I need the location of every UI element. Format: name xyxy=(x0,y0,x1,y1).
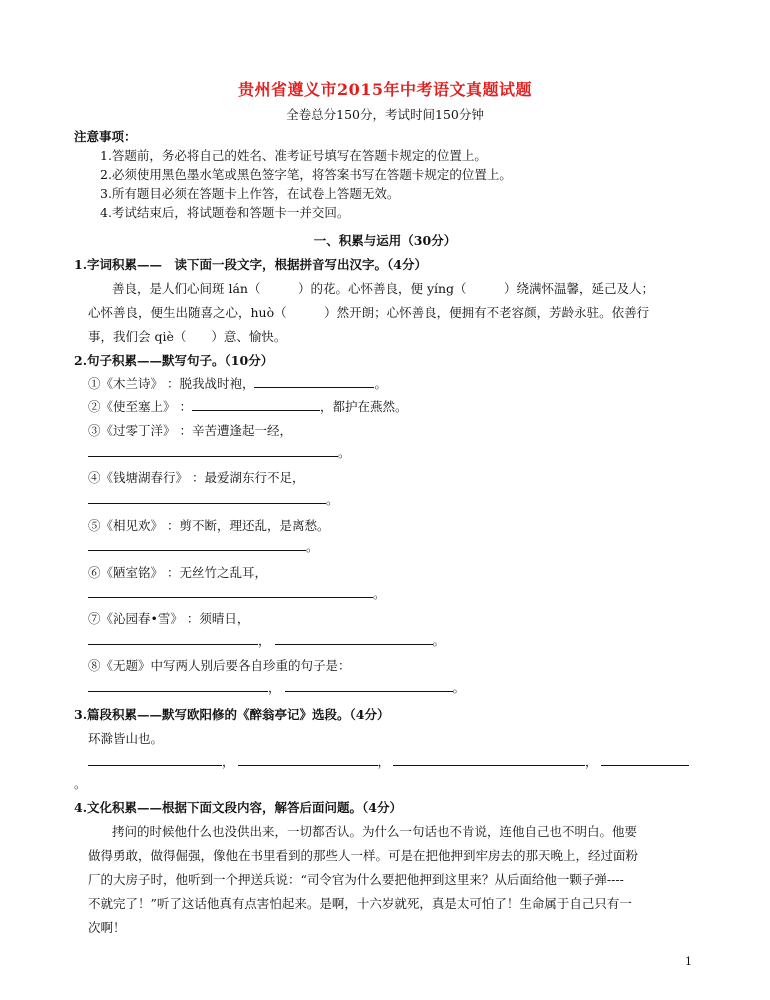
notice-item-2: 2.必须使用黑色墨水笔或黑色签字笔，将答案书写在答题卡规定的位置上。 xyxy=(100,167,512,182)
period: 。 xyxy=(432,633,446,648)
section-heading: 一、积累与运用（30分） xyxy=(313,233,457,248)
q2-item-2-tail: ，都护在燕然。 xyxy=(319,399,408,414)
answer-blank[interactable] xyxy=(88,491,326,504)
q3-lead: 环滁皆山也。 xyxy=(88,731,164,746)
q2-item-7: ⑦《沁园春•雪》 ：须晴日， xyxy=(88,611,250,626)
comma: ， xyxy=(222,754,235,769)
period: 。 xyxy=(452,680,466,695)
period: 。 xyxy=(338,445,351,460)
page-number: 1 xyxy=(685,955,692,968)
q4-line-2: 做得勇敢，做得倔强，像他在书里看到的那些人一样。可是在把他押到牢房去的那天晚上，经过面粉 xyxy=(88,848,639,863)
q2-item-4: ④《钱塘湖春行》 ：最爱湖东行不足， xyxy=(88,470,305,485)
q4-heading: 4.文化积累——根据下面文段内容，解答后面问题。（4分） xyxy=(74,800,402,815)
answer-blank[interactable] xyxy=(88,632,258,645)
answer-blank[interactable] xyxy=(88,585,373,598)
comma: ， xyxy=(377,754,391,769)
page-subtitle: 全卷总分150分，考试时间150分钟 xyxy=(286,107,484,122)
notice-item-4: 4.考试结束后，将试题卷和答题卡一并交回。 xyxy=(100,205,350,220)
page-title: 贵州省遵义市2015年中考语文真题试题 xyxy=(237,80,533,99)
comma: ， xyxy=(268,680,281,695)
q2-item-1 xyxy=(88,374,387,392)
period: 。 xyxy=(326,492,339,507)
answer-blank[interactable] xyxy=(393,753,585,766)
q4-line-1: 拷问的时候他什么也没供出来，一切都否认。为什么一句话也不肯说，连他自己也不明白。他要 xyxy=(112,824,638,839)
q2-item-7-answer xyxy=(88,631,445,649)
q2-item-1-text: ①《木兰诗》 ：脱我战时袍， xyxy=(88,376,255,391)
q1-heading: 1.字词积累—— 读下面一段文字，根据拼音写出汉字。（4分） xyxy=(74,257,427,272)
answer-blank[interactable] xyxy=(88,444,338,457)
q2-item-6: ⑥《陋室铭》 ：无丝竹之乱耳， xyxy=(88,565,267,580)
comma: ， xyxy=(585,754,598,769)
period: 。 xyxy=(374,376,387,391)
q3-answer xyxy=(88,752,689,770)
answer-blank[interactable] xyxy=(88,753,222,766)
q4-line-5: 次啊！ xyxy=(88,920,126,935)
answer-blank[interactable] xyxy=(275,632,433,645)
q4-line-3: 厂的大房子时，他听到一个押送兵说：“司令官为什么要把他押到这里来？从后面给他一颗子弹---- xyxy=(88,872,624,887)
q1-line-2: 心怀善良，便生出随喜之心，huò（ ）然开朗；心怀善良，便拥有不老容颜，芳龄永驻。依善行 xyxy=(88,305,650,320)
answer-blank[interactable] xyxy=(192,398,320,411)
notice-heading: 注意事项： xyxy=(74,129,137,144)
q2-item-8-answer xyxy=(88,678,465,696)
q2-item-2-text: ②《使至塞上》 ： xyxy=(88,399,192,414)
comma: ， xyxy=(258,633,271,648)
q2-item-5-answer xyxy=(88,537,319,555)
q2-item-6-answer xyxy=(88,584,386,602)
q3-heading: 3.篇段积累——默写欧阳修的《醉翁亭记》选段。（4分） xyxy=(74,707,390,722)
q2-item-3-answer xyxy=(88,443,351,461)
q2-item-2 xyxy=(88,397,408,415)
notice-item-3: 3.所有题目必须在答题卡上作答，在试卷上答题无效。 xyxy=(100,186,400,201)
q2-item-4-answer xyxy=(88,490,339,508)
q1-line-1: 善良，是人们心间斑 lán（ ）的花。心怀善良，便 yíng（ ）绕满怀温馨，延己及人； xyxy=(112,281,655,296)
answer-blank[interactable] xyxy=(238,753,378,766)
notice-item-1: 1.答题前，务必将自己的姓名、准考证号填写在答题卡规定的位置上。 xyxy=(100,148,487,163)
answer-blank[interactable] xyxy=(88,679,268,692)
q4-line-4: 不就完了！”听了这话他真有点害怕起来。是啊，十六岁就死，真是太可怕了！生命属于自己只有一 xyxy=(88,896,632,911)
q3-period: 。 xyxy=(74,776,87,791)
answer-blank[interactable] xyxy=(88,538,306,551)
period: 。 xyxy=(373,586,386,601)
q2-item-5: ⑤《相见欢》 ：剪不断，理还乱，是离愁。 xyxy=(88,518,330,533)
q2-item-3: ③《过零丁洋》 ：辛苦遭逢起一经， xyxy=(88,423,292,438)
answer-blank[interactable] xyxy=(254,375,374,388)
q2-heading: 2.句子积累——默写句子。（10分） xyxy=(74,353,274,368)
q2-item-8: ⑧《无题》中写两人别后要各自珍重的句子是： xyxy=(88,658,351,673)
q1-line-3: 事，我们会 qiè（ ）意、愉快。 xyxy=(88,329,287,344)
period: 。 xyxy=(306,539,319,554)
answer-blank[interactable] xyxy=(601,753,689,766)
answer-blank[interactable] xyxy=(285,679,453,692)
